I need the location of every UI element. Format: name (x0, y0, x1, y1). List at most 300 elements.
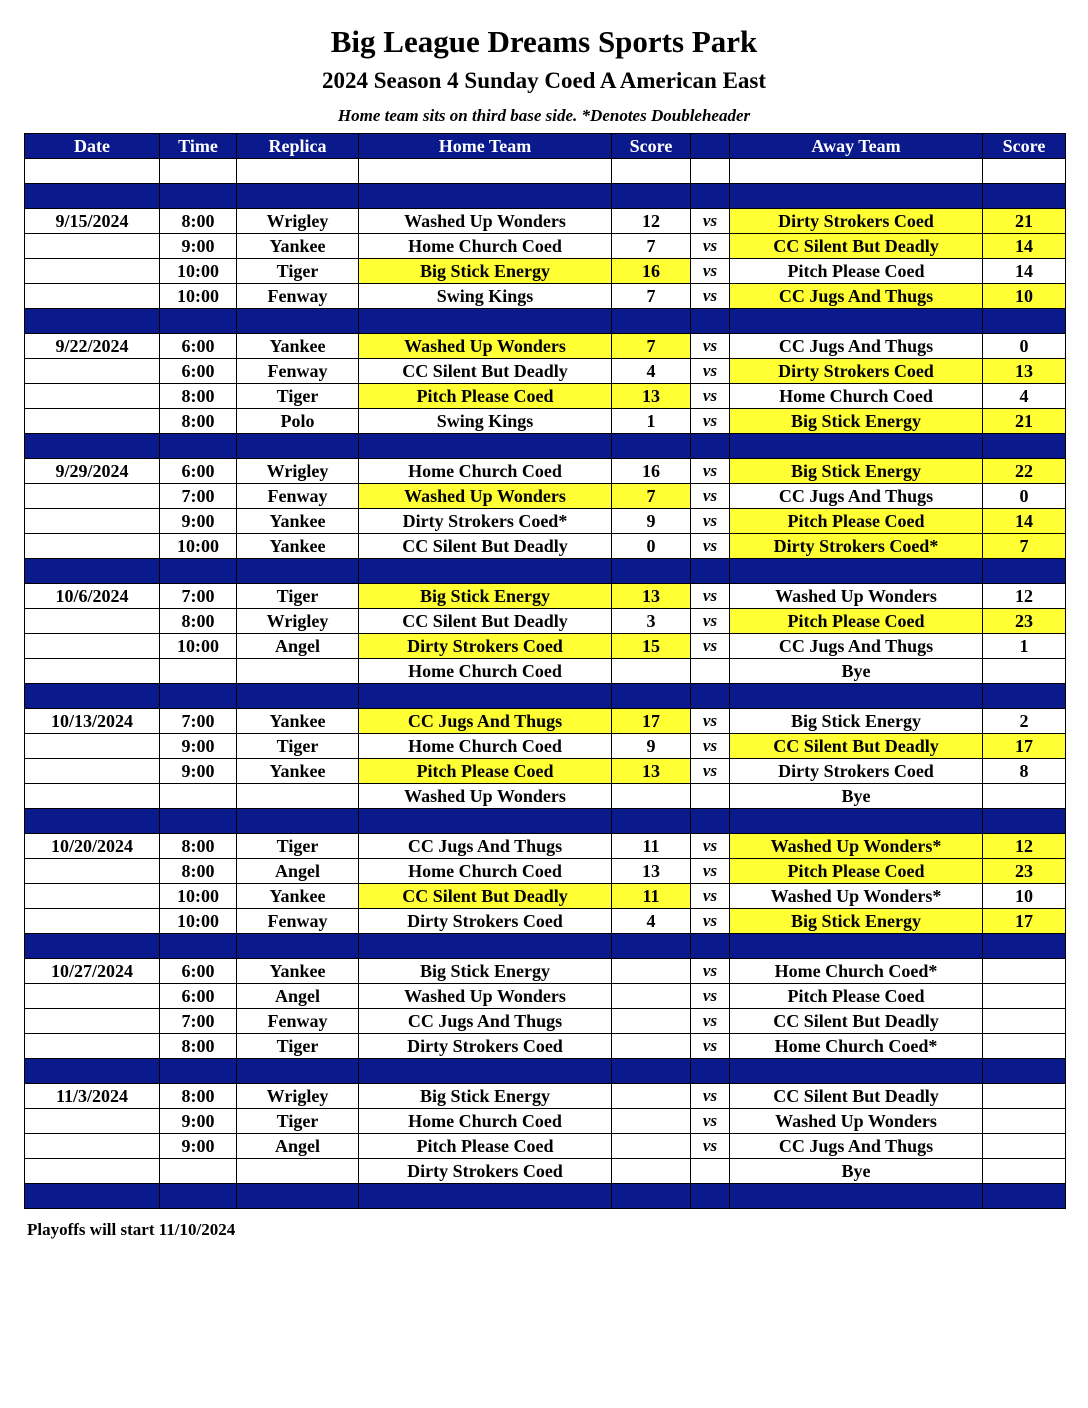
replica-field: Wrigley (237, 609, 359, 634)
game-time: 8:00 (160, 1084, 237, 1109)
away-team: CC Jugs And Thugs (730, 634, 983, 659)
vs-label: vs (691, 1009, 730, 1034)
game-row (25, 534, 1066, 559)
home-score: 13 (612, 584, 691, 609)
away-score: 23 (983, 859, 1066, 884)
home-team: Dirty Strokers Coed (359, 909, 612, 934)
replica-field: Yankee (237, 959, 359, 984)
away-score: 13 (983, 359, 1066, 384)
home-team: Home Church Coed (359, 1109, 612, 1134)
away-score (983, 659, 1066, 684)
away-team: CC Jugs And Thugs (730, 284, 983, 309)
vs-label: vs (691, 459, 730, 484)
replica-field: Yankee (237, 534, 359, 559)
home-team: Home Church Coed (359, 659, 612, 684)
schedule-table (24, 133, 1066, 1209)
empty-cell (730, 159, 983, 184)
game-row (25, 209, 1066, 234)
empty-cell (25, 184, 160, 209)
replica-field: Angel (237, 1134, 359, 1159)
game-date (25, 659, 160, 684)
replica-field: Wrigley (237, 459, 359, 484)
away-team: Washed Up Wonders (730, 1109, 983, 1134)
away-score: 21 (983, 209, 1066, 234)
game-row (25, 784, 1066, 809)
col-home-team: Home Team (359, 134, 612, 159)
game-time: 10:00 (160, 884, 237, 909)
home-team: Washed Up Wonders (359, 209, 612, 234)
home-score: 4 (612, 909, 691, 934)
game-date (25, 1009, 160, 1034)
empty-cell (612, 434, 691, 459)
vs-label (691, 659, 730, 684)
away-team: Home Church Coed* (730, 959, 983, 984)
replica-field: Wrigley (237, 1084, 359, 1109)
empty-cell (359, 434, 612, 459)
game-row (25, 834, 1066, 859)
game-date (25, 609, 160, 634)
home-team: Home Church Coed (359, 859, 612, 884)
game-row (25, 584, 1066, 609)
vs-label: vs (691, 634, 730, 659)
home-team: CC Jugs And Thugs (359, 834, 612, 859)
home-team: Dirty Strokers Coed* (359, 509, 612, 534)
game-row (25, 334, 1066, 359)
week-separator (25, 434, 1066, 459)
game-date (25, 759, 160, 784)
vs-label: vs (691, 484, 730, 509)
home-score: 9 (612, 734, 691, 759)
game-date (25, 1159, 160, 1184)
empty-cell (160, 184, 237, 209)
home-score: 17 (612, 709, 691, 734)
home-team: CC Silent But Deadly (359, 884, 612, 909)
away-score: 21 (983, 409, 1066, 434)
home-team: Dirty Strokers Coed (359, 1034, 612, 1059)
empty-cell (612, 684, 691, 709)
col-time: Time (160, 134, 237, 159)
empty-cell (730, 184, 983, 209)
game-row (25, 909, 1066, 934)
empty-cell (691, 809, 730, 834)
empty-cell (612, 1059, 691, 1084)
empty-cell (730, 684, 983, 709)
game-time (160, 784, 237, 809)
replica-field: Yankee (237, 509, 359, 534)
away-score: 12 (983, 834, 1066, 859)
replica-field: Angel (237, 634, 359, 659)
empty-cell (237, 809, 359, 834)
vs-label: vs (691, 984, 730, 1009)
away-team: Big Stick Energy (730, 409, 983, 434)
away-score: 7 (983, 534, 1066, 559)
vs-label: vs (691, 1134, 730, 1159)
col-replica: Replica (237, 134, 359, 159)
home-team: Big Stick Energy (359, 959, 612, 984)
empty-cell (237, 559, 359, 584)
empty-cell (691, 184, 730, 209)
away-score (983, 959, 1066, 984)
game-time: 9:00 (160, 1109, 237, 1134)
blank-row (25, 159, 1066, 184)
away-team: Washed Up Wonders (730, 584, 983, 609)
game-date (25, 984, 160, 1009)
replica-field: Yankee (237, 234, 359, 259)
game-row (25, 234, 1066, 259)
away-score (983, 1159, 1066, 1184)
empty-cell (730, 809, 983, 834)
vs-label: vs (691, 1084, 730, 1109)
game-date (25, 1134, 160, 1159)
away-team: CC Silent But Deadly (730, 734, 983, 759)
game-time: 10:00 (160, 259, 237, 284)
vs-label: vs (691, 859, 730, 884)
empty-cell (691, 559, 730, 584)
away-score: 0 (983, 334, 1066, 359)
empty-cell (691, 159, 730, 184)
home-score (612, 784, 691, 809)
home-team: Pitch Please Coed (359, 759, 612, 784)
home-score: 13 (612, 384, 691, 409)
empty-cell (359, 184, 612, 209)
game-row (25, 259, 1066, 284)
vs-label: vs (691, 209, 730, 234)
home-team: Dirty Strokers Coed (359, 1159, 612, 1184)
replica-field: Tiger (237, 584, 359, 609)
game-date: 10/20/2024 (25, 834, 160, 859)
game-time (160, 1159, 237, 1184)
away-team: Dirty Strokers Coed (730, 359, 983, 384)
away-score: 12 (983, 584, 1066, 609)
replica-field: Yankee (237, 709, 359, 734)
away-team: CC Silent But Deadly (730, 1084, 983, 1109)
empty-cell (237, 159, 359, 184)
home-score: 7 (612, 484, 691, 509)
empty-cell (612, 1184, 691, 1209)
season-subtitle: 2024 Season 4 Sunday Coed A American East (321, 68, 767, 93)
empty-cell (983, 1059, 1066, 1084)
replica-field: Tiger (237, 734, 359, 759)
home-team: Home Church Coed (359, 234, 612, 259)
empty-cell (25, 434, 160, 459)
away-team: Dirty Strokers Coed (730, 209, 983, 234)
empty-cell (237, 434, 359, 459)
empty-cell (983, 184, 1066, 209)
game-row (25, 759, 1066, 784)
away-team: CC Jugs And Thugs (730, 1134, 983, 1159)
replica-field: Fenway (237, 1009, 359, 1034)
away-score: 0 (983, 484, 1066, 509)
game-time: 8:00 (160, 384, 237, 409)
home-score (612, 1159, 691, 1184)
game-date: 9/15/2024 (25, 209, 160, 234)
game-date (25, 409, 160, 434)
replica-field: Wrigley (237, 209, 359, 234)
empty-cell (237, 1059, 359, 1084)
game-time: 7:00 (160, 1009, 237, 1034)
empty-cell (25, 809, 160, 834)
game-row (25, 634, 1066, 659)
replica-field: Yankee (237, 759, 359, 784)
game-time: 10:00 (160, 634, 237, 659)
away-score: 2 (983, 709, 1066, 734)
replica-field: Yankee (237, 884, 359, 909)
away-team: CC Jugs And Thugs (730, 334, 983, 359)
game-row (25, 1159, 1066, 1184)
vs-label: vs (691, 234, 730, 259)
game-row (25, 284, 1066, 309)
empty-cell (730, 309, 983, 334)
away-team: Bye (730, 659, 983, 684)
game-time: 7:00 (160, 484, 237, 509)
game-row (25, 734, 1066, 759)
home-team: Swing Kings (359, 409, 612, 434)
vs-label: vs (691, 909, 730, 934)
col-away-team: Away Team (730, 134, 983, 159)
away-score: 23 (983, 609, 1066, 634)
away-score: 14 (983, 259, 1066, 284)
empty-cell (359, 159, 612, 184)
away-score: 10 (983, 884, 1066, 909)
game-row (25, 859, 1066, 884)
away-score (983, 1109, 1066, 1134)
home-team: Washed Up Wonders (359, 784, 612, 809)
vs-label: vs (691, 759, 730, 784)
game-row (25, 884, 1066, 909)
game-time: 8:00 (160, 409, 237, 434)
game-time: 10:00 (160, 909, 237, 934)
home-score: 12 (612, 209, 691, 234)
home-team: Pitch Please Coed (359, 1134, 612, 1159)
playoffs-note: Playoffs will start 11/10/2024 (27, 1220, 236, 1239)
empty-cell (691, 434, 730, 459)
game-date (25, 534, 160, 559)
empty-cell (359, 309, 612, 334)
away-team: Home Church Coed (730, 384, 983, 409)
home-score (612, 1134, 691, 1159)
vs-label: vs (691, 584, 730, 609)
home-team: CC Silent But Deadly (359, 359, 612, 384)
game-row (25, 609, 1066, 634)
home-team: Home Church Coed (359, 459, 612, 484)
away-team: CC Jugs And Thugs (730, 484, 983, 509)
home-score: 13 (612, 859, 691, 884)
vs-label: vs (691, 884, 730, 909)
empty-cell (691, 684, 730, 709)
replica-field: Tiger (237, 834, 359, 859)
empty-cell (983, 434, 1066, 459)
game-date: 9/22/2024 (25, 334, 160, 359)
away-team: CC Silent But Deadly (730, 234, 983, 259)
empty-cell (160, 159, 237, 184)
game-time: 6:00 (160, 459, 237, 484)
empty-cell (25, 159, 160, 184)
game-row (25, 1134, 1066, 1159)
game-time: 8:00 (160, 609, 237, 634)
away-score (983, 1009, 1066, 1034)
game-time: 8:00 (160, 209, 237, 234)
empty-cell (359, 1184, 612, 1209)
empty-cell (983, 684, 1066, 709)
game-time: 6:00 (160, 984, 237, 1009)
away-score: 22 (983, 459, 1066, 484)
game-date (25, 634, 160, 659)
schedule-body (25, 159, 1066, 1209)
empty-cell (237, 1184, 359, 1209)
away-team: Big Stick Energy (730, 909, 983, 934)
home-team: Washed Up Wonders (359, 984, 612, 1009)
away-team: CC Silent But Deadly (730, 1009, 983, 1034)
empty-cell (237, 934, 359, 959)
empty-cell (160, 559, 237, 584)
game-row (25, 1034, 1066, 1059)
empty-cell (359, 684, 612, 709)
game-time: 9:00 (160, 234, 237, 259)
game-row (25, 359, 1066, 384)
replica-field: Tiger (237, 259, 359, 284)
home-score: 15 (612, 634, 691, 659)
home-score (612, 1109, 691, 1134)
game-row (25, 409, 1066, 434)
vs-label: vs (691, 834, 730, 859)
vs-label: vs (691, 609, 730, 634)
home-score (612, 1009, 691, 1034)
game-date (25, 1109, 160, 1134)
away-team: Washed Up Wonders* (730, 834, 983, 859)
game-date (25, 909, 160, 934)
game-row (25, 1084, 1066, 1109)
away-score: 17 (983, 734, 1066, 759)
game-date (25, 359, 160, 384)
home-team: Big Stick Energy (359, 1084, 612, 1109)
game-time: 7:00 (160, 584, 237, 609)
replica-field: Yankee (237, 334, 359, 359)
empty-cell (983, 934, 1066, 959)
vs-label (691, 784, 730, 809)
home-score: 16 (612, 459, 691, 484)
replica-field: Fenway (237, 484, 359, 509)
vs-label: vs (691, 1034, 730, 1059)
away-score: 14 (983, 234, 1066, 259)
game-time (160, 659, 237, 684)
game-row (25, 509, 1066, 534)
empty-cell (983, 559, 1066, 584)
away-team: Washed Up Wonders* (730, 884, 983, 909)
week-separator (25, 1184, 1066, 1209)
home-score: 4 (612, 359, 691, 384)
home-team: Washed Up Wonders (359, 334, 612, 359)
game-time: 8:00 (160, 834, 237, 859)
header-row (25, 134, 1066, 159)
home-team: Big Stick Energy (359, 259, 612, 284)
game-date (25, 884, 160, 909)
home-score (612, 1084, 691, 1109)
empty-cell (612, 184, 691, 209)
game-row (25, 984, 1066, 1009)
empty-cell (25, 1059, 160, 1084)
game-row (25, 384, 1066, 409)
col-vs (691, 134, 730, 159)
home-team: Swing Kings (359, 284, 612, 309)
home-score: 7 (612, 234, 691, 259)
game-date (25, 784, 160, 809)
empty-cell (691, 1059, 730, 1084)
vs-label: vs (691, 959, 730, 984)
away-score: 14 (983, 509, 1066, 534)
empty-cell (612, 934, 691, 959)
away-score: 1 (983, 634, 1066, 659)
empty-cell (691, 934, 730, 959)
game-time: 6:00 (160, 959, 237, 984)
away-team: Pitch Please Coed (730, 609, 983, 634)
empty-cell (691, 1184, 730, 1209)
home-team: Dirty Strokers Coed (359, 634, 612, 659)
game-time: 7:00 (160, 709, 237, 734)
empty-cell (160, 1184, 237, 1209)
replica-field: Fenway (237, 284, 359, 309)
home-score: 7 (612, 284, 691, 309)
empty-cell (612, 159, 691, 184)
replica-field (237, 784, 359, 809)
empty-cell (730, 559, 983, 584)
game-time: 9:00 (160, 759, 237, 784)
away-team: Big Stick Energy (730, 459, 983, 484)
home-score: 1 (612, 409, 691, 434)
col-away-score: Score (983, 134, 1066, 159)
home-score (612, 959, 691, 984)
vs-label: vs (691, 384, 730, 409)
game-row (25, 1109, 1066, 1134)
home-score: 16 (612, 259, 691, 284)
home-team: CC Jugs And Thugs (359, 1009, 612, 1034)
empty-cell (730, 1059, 983, 1084)
away-score: 10 (983, 284, 1066, 309)
vs-label: vs (691, 734, 730, 759)
empty-cell (612, 309, 691, 334)
replica-field: Fenway (237, 909, 359, 934)
game-time: 9:00 (160, 734, 237, 759)
away-score (983, 1134, 1066, 1159)
game-row (25, 709, 1066, 734)
away-score (983, 1034, 1066, 1059)
empty-cell (612, 809, 691, 834)
game-time: 10:00 (160, 534, 237, 559)
game-row (25, 484, 1066, 509)
vs-label: vs (691, 284, 730, 309)
home-team: Pitch Please Coed (359, 384, 612, 409)
game-date (25, 284, 160, 309)
home-team: Washed Up Wonders (359, 484, 612, 509)
game-row (25, 959, 1066, 984)
vs-label: vs (691, 259, 730, 284)
empty-cell (25, 559, 160, 584)
empty-cell (983, 1184, 1066, 1209)
replica-field: Tiger (237, 384, 359, 409)
empty-cell (730, 434, 983, 459)
game-time: 8:00 (160, 859, 237, 884)
away-score (983, 984, 1066, 1009)
empty-cell (237, 184, 359, 209)
game-row (25, 1009, 1066, 1034)
empty-cell (237, 684, 359, 709)
home-score: 11 (612, 884, 691, 909)
week-separator (25, 934, 1066, 959)
page-title: Big League Dreams Sports Park (330, 24, 758, 59)
empty-cell (160, 1059, 237, 1084)
game-time: 9:00 (160, 509, 237, 534)
game-date (25, 1034, 160, 1059)
away-score (983, 1084, 1066, 1109)
